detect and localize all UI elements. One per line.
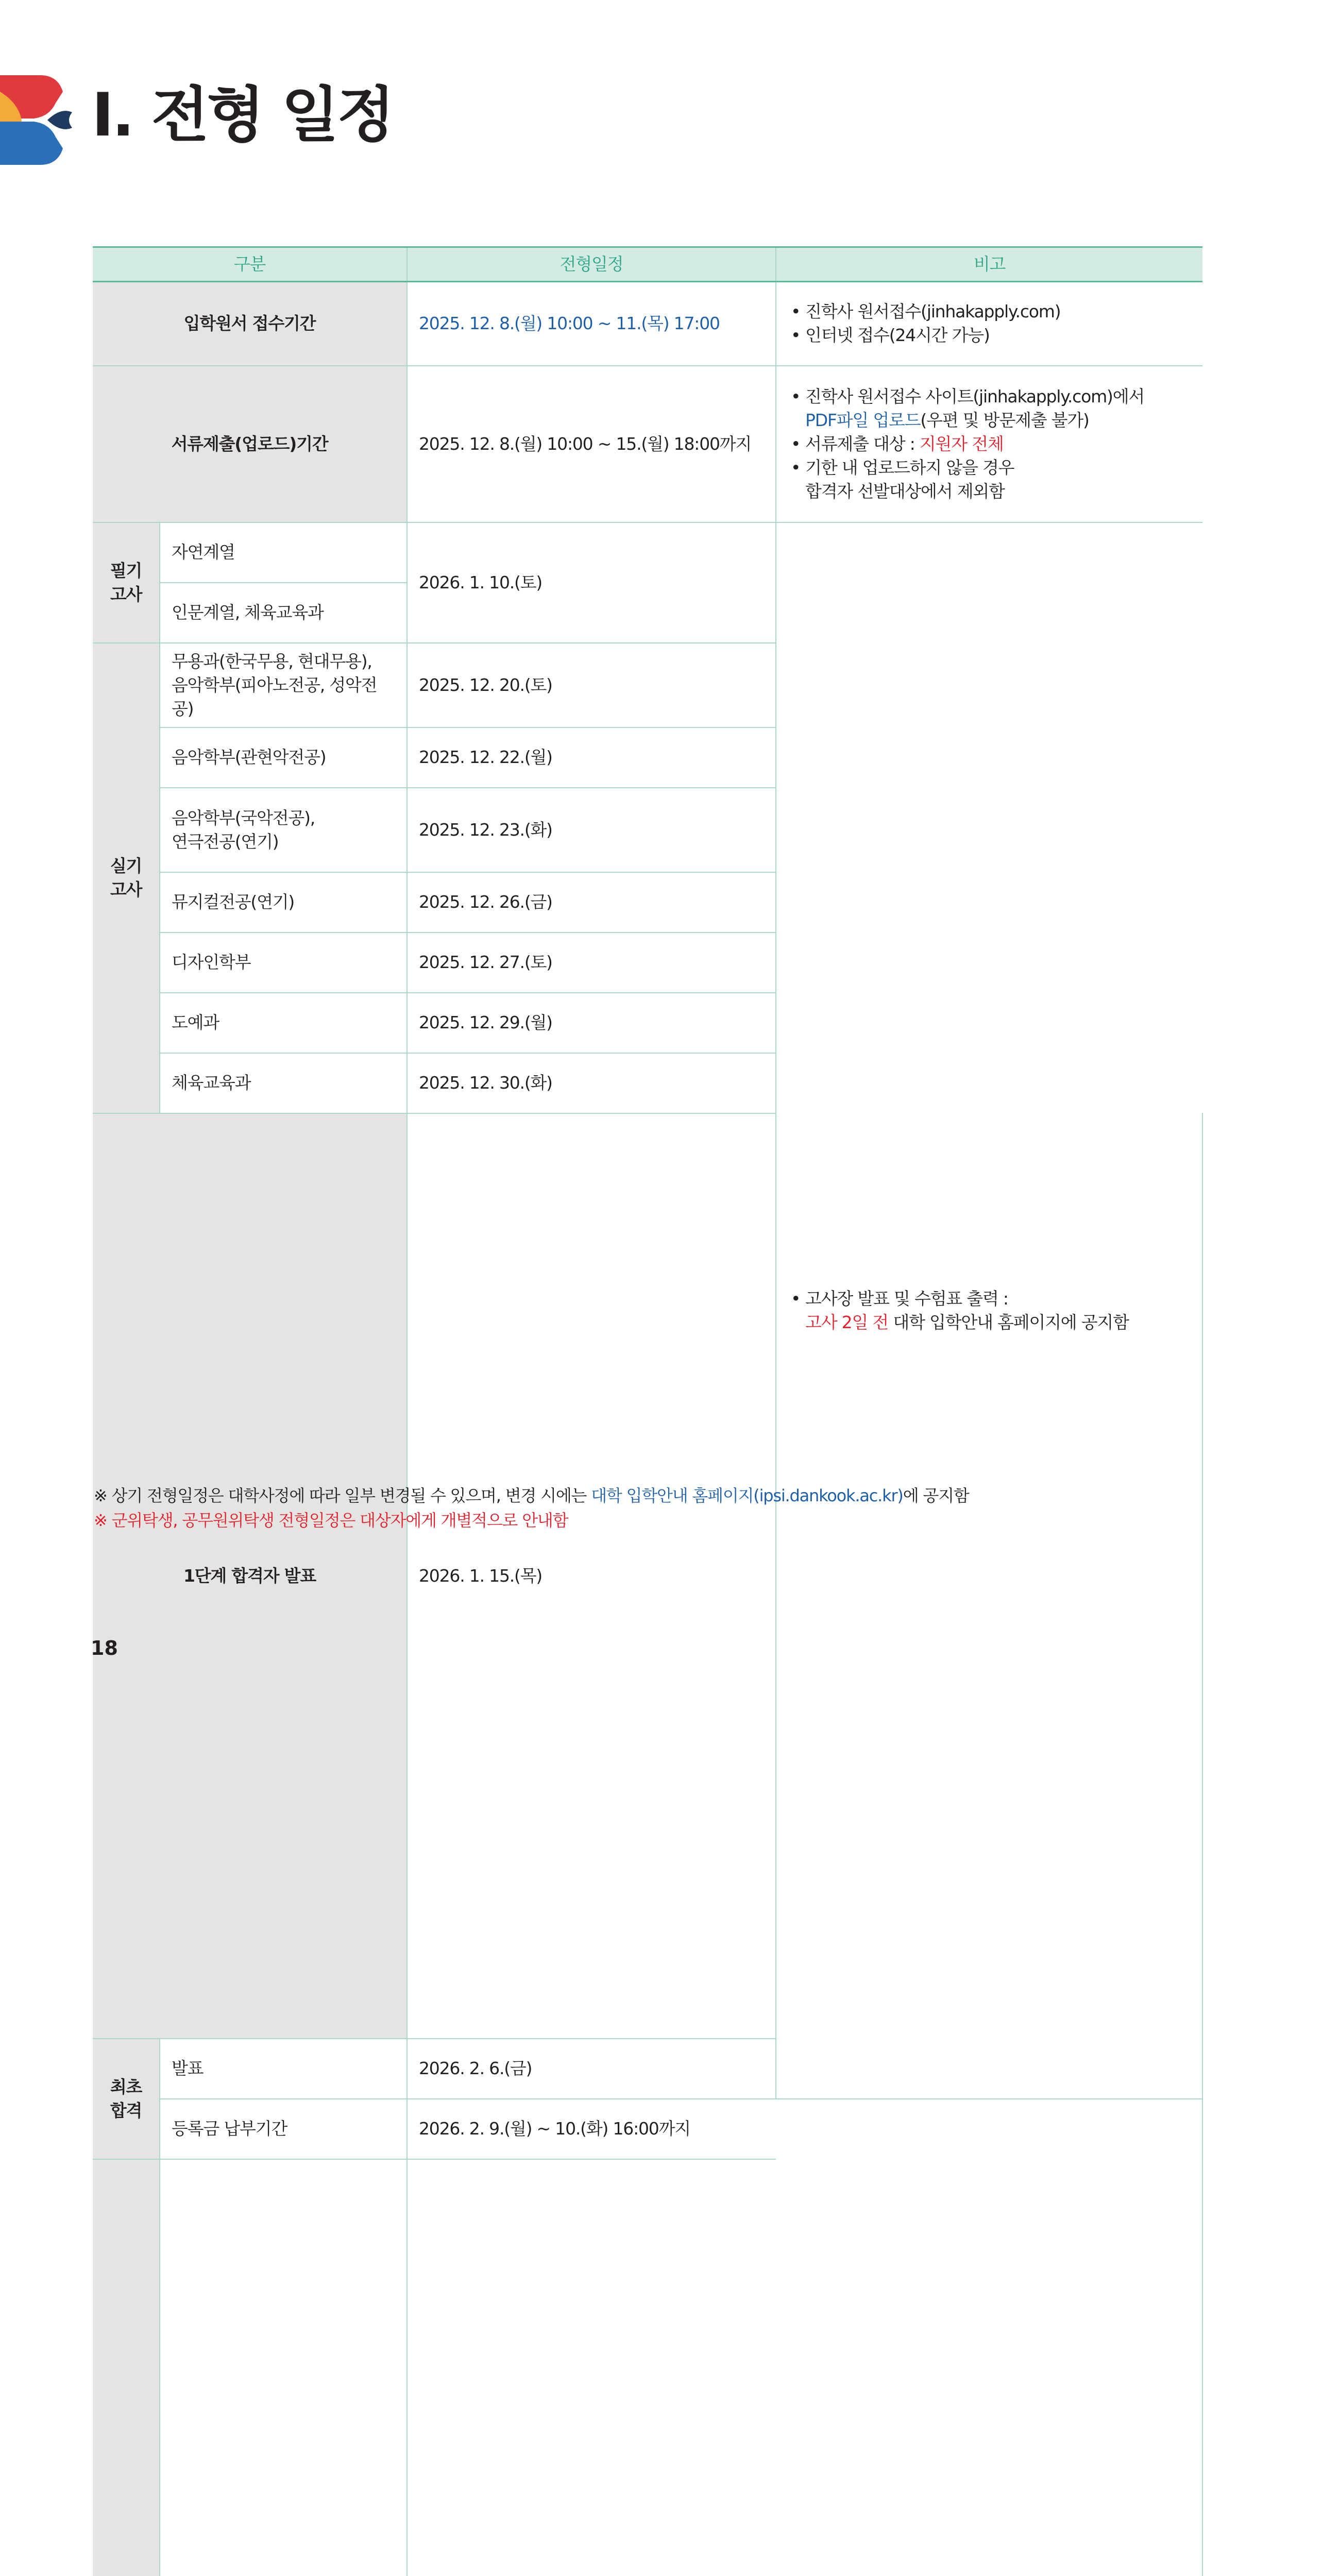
final-announce-date: 2026. 2. 6.(금) [407,2039,776,2099]
footnotes [94,1483,969,1533]
section-title: Ⅰ. 전형 일정 [92,86,393,145]
logo-navy-segment [47,111,72,129]
logo-blue-segment [0,122,63,165]
footnote-2: ※ 군위탁생, 공무원위탁생 전형일정은 대상자에게 개별적으로 안내함 [94,1508,969,1533]
exam-notes [776,522,1202,2099]
footnote-1 [94,1483,969,1508]
note-highlight: 고사 2일 전 [805,1312,888,1332]
list-item [788,432,1191,456]
note-text: (우편 및 방문제출 불가) [920,410,1089,430]
list-item [788,456,1191,503]
row-label-application: 입학원서 접수기간 [93,282,407,366]
table-header-row [93,247,1202,282]
stage1-date: 2026. 1. 15.(목) [407,1113,776,2039]
row-label-stage1: 1단계 합격자 발표 [93,1113,407,2039]
practical-item-label: 뮤지컬전공(연기) [160,872,407,933]
header-remarks: 비고 [776,247,1202,282]
table-row [93,2099,1202,2159]
note-text: 대학 입학안내 홈페이지에 공지함 [888,1312,1129,1332]
final-payment-label: 등록금 납부기간 [160,2099,407,2159]
note-text: 진학사 원서접수 사이트(jinhakapply.com)에서 [805,386,1144,406]
practical-item-label: 디자인학부 [160,933,407,993]
group-label-final [93,2039,160,2159]
application-notes [776,282,1202,366]
practical-item-date: 2025. 12. 26.(금) [407,872,776,933]
waitlist-announce-date [407,2159,776,2576]
header-schedule: 전형일정 [407,247,776,282]
note-text: 서류제출 대상 : [805,434,920,454]
table-row [93,522,1202,583]
table-row [93,2159,1202,2576]
schedule-table [93,246,1202,2576]
list-item [788,385,1191,432]
documents-date: 2025. 12. 8.(월) 10:00 ~ 15.(월) 18:00까지 [407,366,776,522]
practical-item-date: 2025. 12. 29.(월) [407,993,776,1053]
group-text: 실기 고사 [110,856,142,900]
note-highlight: 지원자 전체 [920,434,1004,454]
university-logo-icon [0,71,82,169]
homepage-link[interactable]: 대학 입학안내 홈페이지(ipsi.dankook.ac.kr) [591,1486,903,1505]
practical-item-date: 2025. 12. 20.(토) [407,643,776,727]
note-text: 합격자 선발대상에서 제외함 [805,481,1005,501]
practical-item-date: 2025. 12. 27.(토) [407,933,776,993]
written-item-label: 인문계열, 체육교육과 [160,583,407,643]
practical-item-label: 체육교육과 [160,1053,407,1113]
list-item [788,1287,1191,1334]
final-payment-date: 2026. 2. 9.(월) ~ 10.(화) 16:00까지 [407,2099,776,2159]
group-text: 최초 합격 [110,2077,142,2121]
practical-item-date: 2025. 12. 30.(화) [407,1053,776,1113]
group-text: 필기 고사 [110,561,142,604]
documents-notes [776,366,1202,522]
note-highlight: PDF파일 업로드 [805,410,920,430]
practical-item-date: 2025. 12. 22.(월) [407,727,776,788]
written-item-label: 자연계열 [160,522,407,583]
footnote-text: ※ 상기 전형일정은 대학사정에 따라 일부 변경될 수 있으며, 변경 시에는 [94,1486,591,1505]
written-date: 2026. 1. 10.(토) [407,522,776,643]
group-label-practical [93,643,160,1113]
practical-item-label: 음악학부(관현악전공) [160,727,407,788]
waitlist-announce-label [160,2159,407,2576]
group-label-waitlist [93,2159,160,2576]
practical-item-label: 음악학부(국악전공), 연극전공(연기) [160,788,407,872]
page-number: 18 [91,1637,118,1659]
final-announce-label: 발표 [160,2039,407,2099]
application-date: 2025. 12. 8.(월) 10:00 ~ 11.(목) 17:00 [407,282,776,366]
table-row [93,282,1202,366]
practical-item-label: 무용과(한국무용, 현대무용), 음악학부(피아노전공, 성악전공) [160,643,407,727]
note-text: 기한 내 업로드하지 않을 경우 [805,457,1014,478]
practical-item-label: 도예과 [160,993,407,1053]
footnote-text: 에 공지함 [903,1486,969,1505]
list-item: • 진학사 원서접수(jinhakapply.com) [788,300,1191,324]
list-item: • 인터넷 접수(24시간 가능) [788,324,1191,347]
row-label-documents: 서류제출(업로드)기간 [93,366,407,522]
table-row [93,366,1202,522]
header-category: 구분 [93,247,407,282]
group-label-written [93,522,160,643]
practical-item-date: 2025. 12. 23.(화) [407,788,776,872]
note-text: 고사장 발표 및 수험표 출력 : [805,1289,1008,1309]
